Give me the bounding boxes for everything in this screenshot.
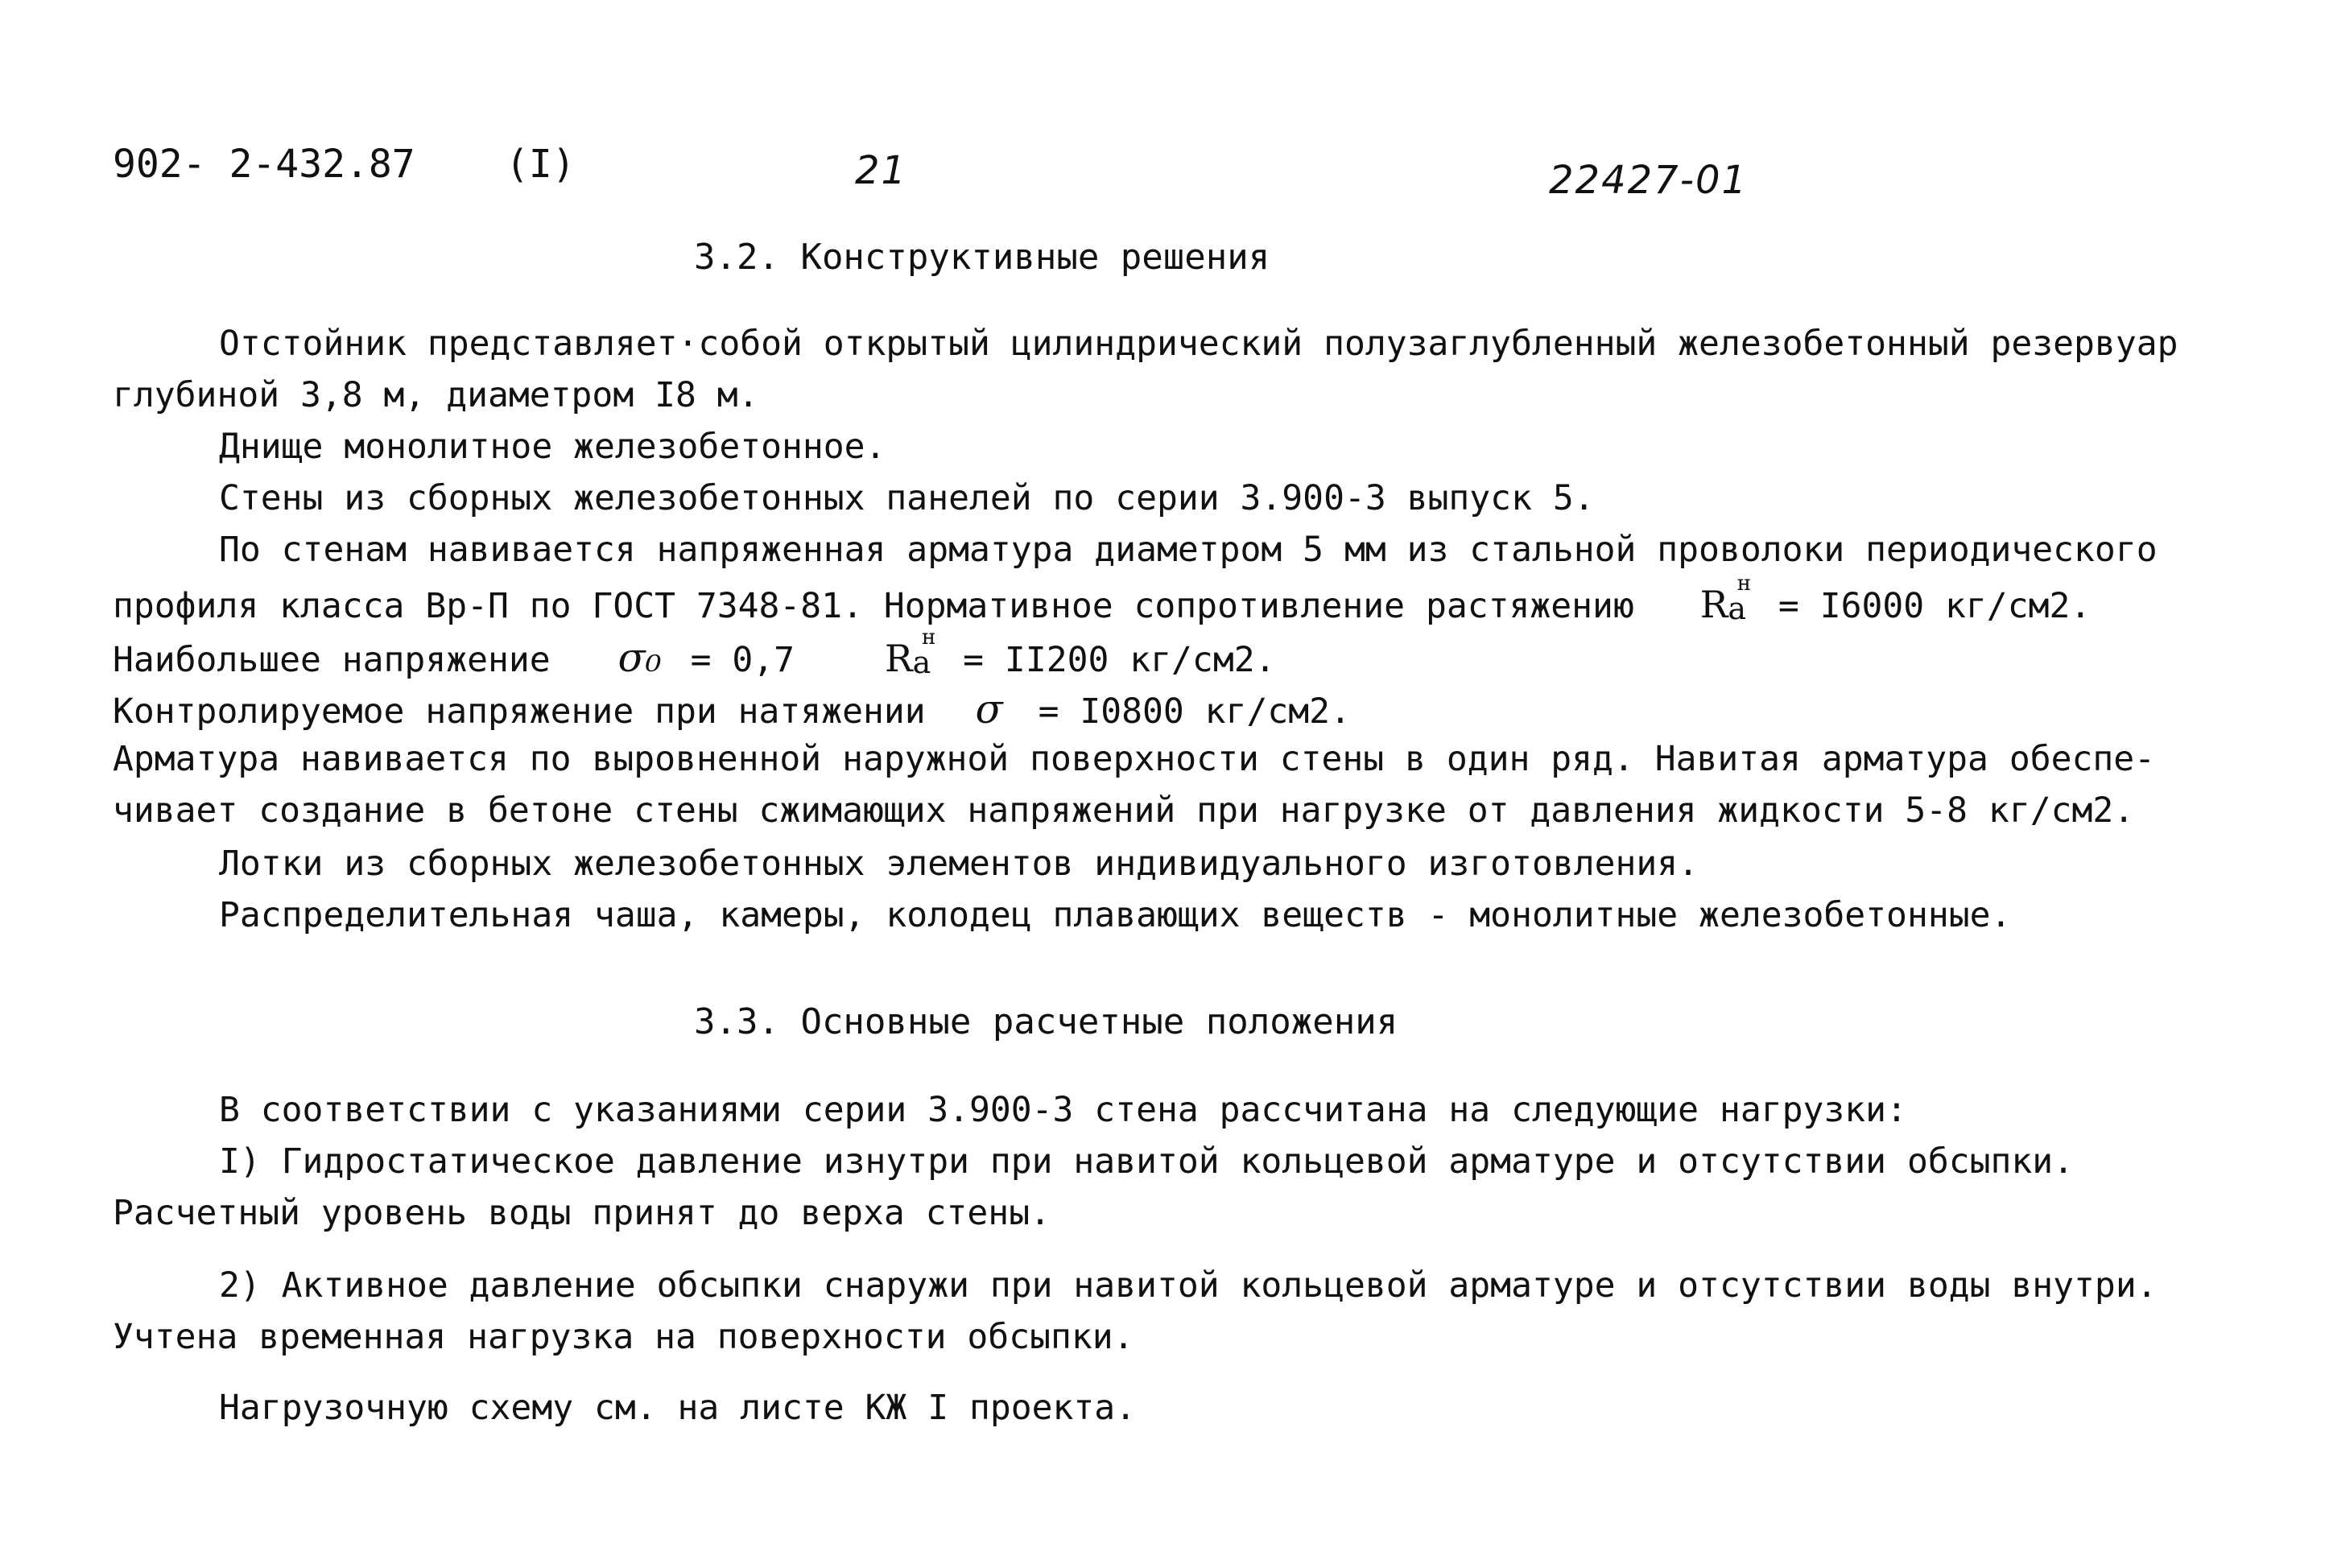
list-item-1-continuation: Расчетный уровень воды принят до верха стены. (113, 1193, 1051, 1233)
paragraph-line: глубиной 3,8 м, диаметром I8 м. (113, 375, 759, 415)
paragraph-line: В соответствии с указаниями серии 3.900-3 стена рассчитана на следующие нагрузки: (219, 1090, 1907, 1130)
formula-ra-symbol: Ra н (884, 625, 936, 680)
section-heading-3-2: 3.2. Конструктивные решения (694, 237, 1270, 278)
formula-value: = I0800 кг/см2. (1038, 691, 1351, 732)
paragraph-line: Распределительная чаша, камеры, колодец плавающих веществ - монолитные железобетонные. (219, 895, 2012, 935)
formula-ra-symbol: Ra н (1699, 571, 1752, 626)
formula-text: профиля класса Вр-П по ГОСТ 7348-81. Нормативное сопротивление растяжению (113, 586, 1634, 626)
paragraph-line: По стенам навивается напряженная арматура диаметром 5 мм из стальной проволоки периодического (219, 530, 2158, 570)
formula-value: = I6000 кг/см2. (1778, 586, 2092, 626)
list-item-2: 2) Активное давление обсыпки снаружи при навитой кольцевой арматуре и отсутствии воды внутри. (219, 1265, 2158, 1306)
paragraph-line: чивает создание в бетоне стены сжимающих напряжений при нагрузке от давления жидкости 5-8 кг/см2. (113, 790, 2135, 831)
part-number: (I) (506, 142, 576, 187)
paragraph-line: Днище монолитное железобетонное. (219, 427, 886, 467)
paragraph-line-formula (113, 571, 2092, 626)
formula-sigma-symbol: σ₀ (617, 634, 662, 681)
paragraph-line: Лотки из сборных железобетонных элементов индивидуального изготовления. (219, 844, 1699, 884)
formula-text: Контролируемое напряжение при натяжении (113, 691, 926, 732)
document-number: 902- 2-432.87 (113, 142, 415, 187)
formula-sigma-value: = 0,7 (690, 640, 795, 680)
paragraph-line: Отстойник представляет·собой открытый цилиндрический полузаглубленный железобетонный резервуар (219, 324, 2178, 364)
section-heading-3-3: 3.3. Основные расчетные положения (694, 1001, 1398, 1042)
paragraph-line-formula (113, 686, 1351, 732)
formula-value: = II200 кг/см2. (963, 640, 1276, 680)
paragraph-line: Стены из сборных железобетонных панелей по серии 3.900-3 выпуск 5. (219, 478, 1595, 518)
list-item-2-continuation: Учтена временная нагрузка на поверхности обсыпки. (113, 1317, 1134, 1357)
paragraph-line-formula (113, 625, 1276, 681)
closing-note: Нагрузочную схему см. на листе КЖ I проекта. (219, 1388, 1137, 1428)
page-number: 21 (855, 148, 908, 193)
formula-sigma-symbol: σ (975, 686, 1003, 732)
formula-text: Наибольшее напряжение (113, 640, 551, 680)
paragraph-line: Арматура навивается по выровненной наружной поверхности стены в один ряд. Навитая арматура обеспе- (113, 739, 2156, 779)
archive-number: 22427-01 (1549, 158, 1749, 203)
list-item-1: I) Гидростатическое давление изнутри при навитой кольцевой арматуре и отсутствии обсыпки. (219, 1141, 2075, 1182)
